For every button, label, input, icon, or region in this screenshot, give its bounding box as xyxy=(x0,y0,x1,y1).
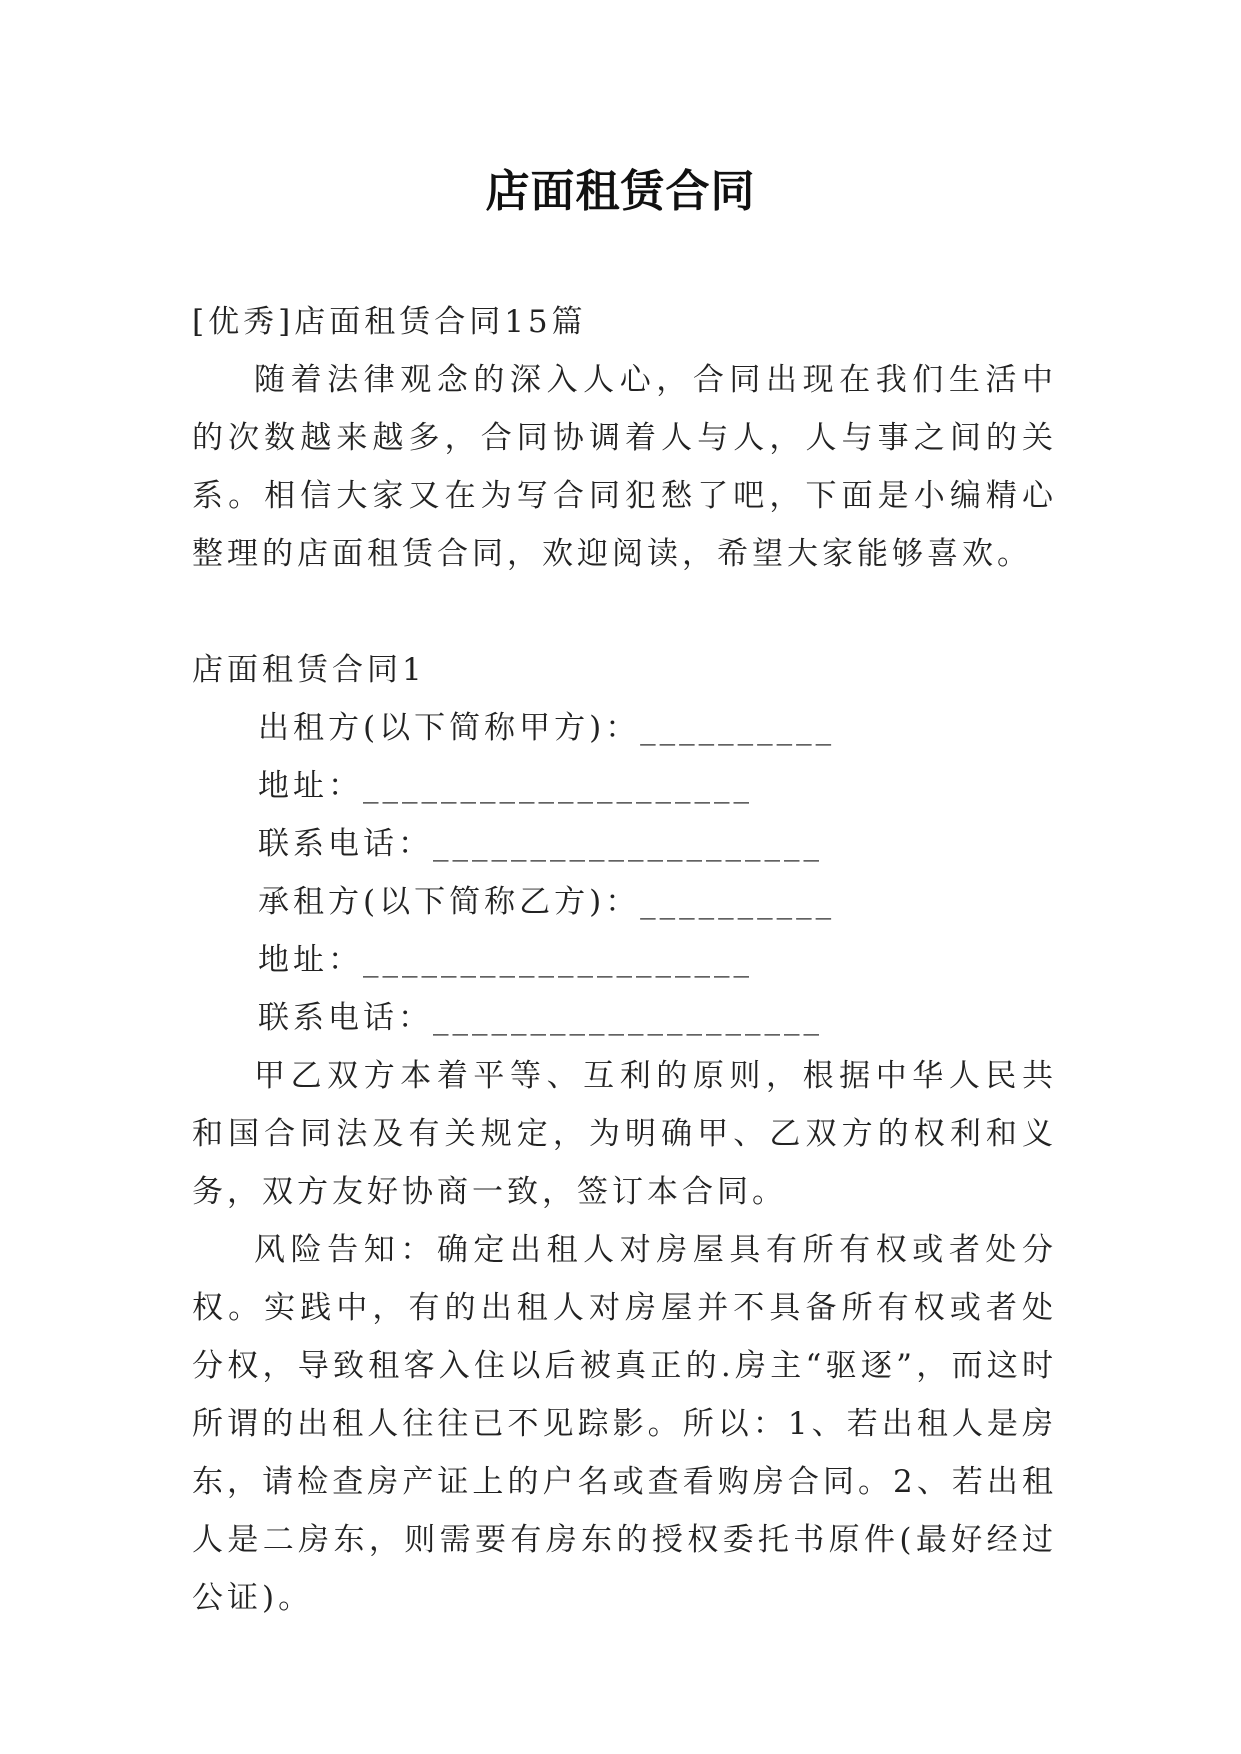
agreement-paragraph: 甲乙双方本着平等、互利的原则，根据中华人民共和国合同法及有关规定，为明确甲、乙双方的权利和义务，双方友好协商一致，签订本合同。 xyxy=(192,1058,1057,1210)
lessee-address-field: 地址：____________________ xyxy=(258,942,753,978)
intro-paragraph: 随着法律观念的深入人心，合同出现在我们生活中的次数越来越多，合同协调着人与人，人与事之间的关系。相信大家又在为写合同犯愁了吧，下面是小编精心整理的店面租赁合同，欢迎阅读，希望大家能够喜欢。 xyxy=(192,362,1057,572)
document-body xyxy=(192,293,1057,1627)
section-heading: 店面租赁合同1 xyxy=(192,652,426,688)
risk-notice-paragraph: 风险告知：确定出租人对房屋具有所有权或者处分权。实践中，有的出租人对房屋并不具备所有权或者处分权，导致租客入住以后被真正的.房主“驱逐”，而这时所谓的出租人往往已不见踪影。所以：1、若出租人是房东，请检查房产证上的户名或查看购房合同。2、若出租人是二房东，则需要有房东的授权委托书原件(最好经过公证)。 xyxy=(192,1232,1057,1616)
lessee-phone-field: 联系电话：____________________ xyxy=(258,1000,823,1036)
paragraph-spacer xyxy=(192,583,1057,641)
lessor-address-field: 地址：____________________ xyxy=(258,768,753,804)
lessor-field: 出租方(以下简称甲方)：__________ xyxy=(258,710,836,746)
lessor-phone-field: 联系电话：____________________ xyxy=(258,826,823,862)
document-title: 店面租赁合同 xyxy=(485,166,756,217)
document-subtitle: [优秀]店面租赁合同15篇 xyxy=(192,304,587,340)
lessee-field: 承租方(以下简称乙方)：__________ xyxy=(258,884,836,920)
